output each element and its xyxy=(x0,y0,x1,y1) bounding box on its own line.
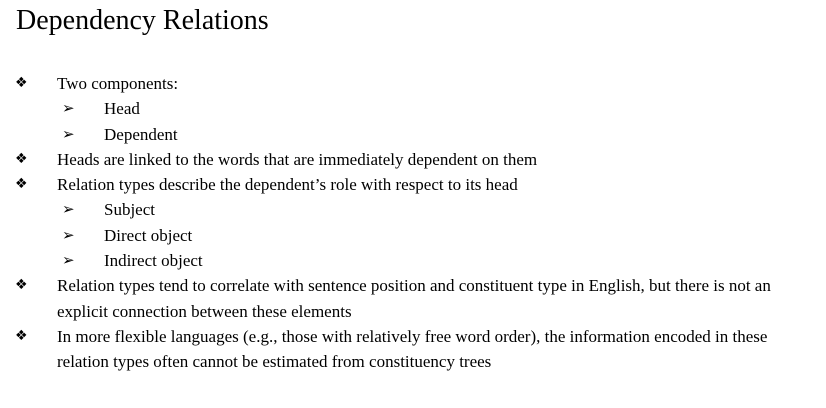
subitem-text: Direct object xyxy=(104,225,193,245)
bullet-item-heads-linked xyxy=(0,147,826,172)
arrow-bullet-icon: ➢ xyxy=(62,225,75,244)
subitem-text: Head xyxy=(104,99,140,119)
bullet-item-flexible-languages xyxy=(0,324,826,375)
arrow-bullet-icon: ➢ xyxy=(62,99,75,118)
subitem-indirect-object xyxy=(0,248,826,273)
arrow-bullet-icon: ➢ xyxy=(62,200,75,219)
arrow-bullet-icon: ➢ xyxy=(62,124,75,143)
diamond-bullet-icon: ❖ xyxy=(15,150,28,167)
diamond-bullet-icon: ❖ xyxy=(15,277,28,294)
bullet-text: Two components: xyxy=(57,74,179,93)
bullet-item-correlate xyxy=(0,273,826,324)
subitem-dependent xyxy=(0,122,826,147)
subitem-head xyxy=(0,96,826,121)
bullet-text: Relation types tend to correlate with sentence position and constituent type in English, but there is not an explicit connection between these elements xyxy=(57,276,771,321)
diamond-bullet-icon: ❖ xyxy=(15,75,28,91)
subitem-direct-object xyxy=(0,223,826,248)
bullet-text: Relation types describe the dependent’s role with respect to its head xyxy=(57,175,518,195)
bullet-text: In more flexible languages (e.g., those with relatively free word order), the information encoded in these relation types often cannot be estimated from constituency trees xyxy=(57,326,768,372)
bullet-item-relation-types xyxy=(0,172,826,197)
bullet-item-two-components xyxy=(0,71,826,96)
bullet-text: Heads are linked to the words that are immediately dependent on them xyxy=(57,149,538,169)
subitem-text: Subject xyxy=(104,200,155,220)
subitem-subject xyxy=(0,197,826,222)
subitem-text: Dependent xyxy=(104,124,178,144)
bullet-list xyxy=(0,71,826,375)
diamond-bullet-icon: ❖ xyxy=(15,176,28,193)
subitem-text: Indirect object xyxy=(104,251,203,271)
slide-title: Dependency Relations xyxy=(16,5,269,36)
arrow-bullet-icon: ➢ xyxy=(62,251,75,270)
diamond-bullet-icon: ❖ xyxy=(15,327,28,344)
